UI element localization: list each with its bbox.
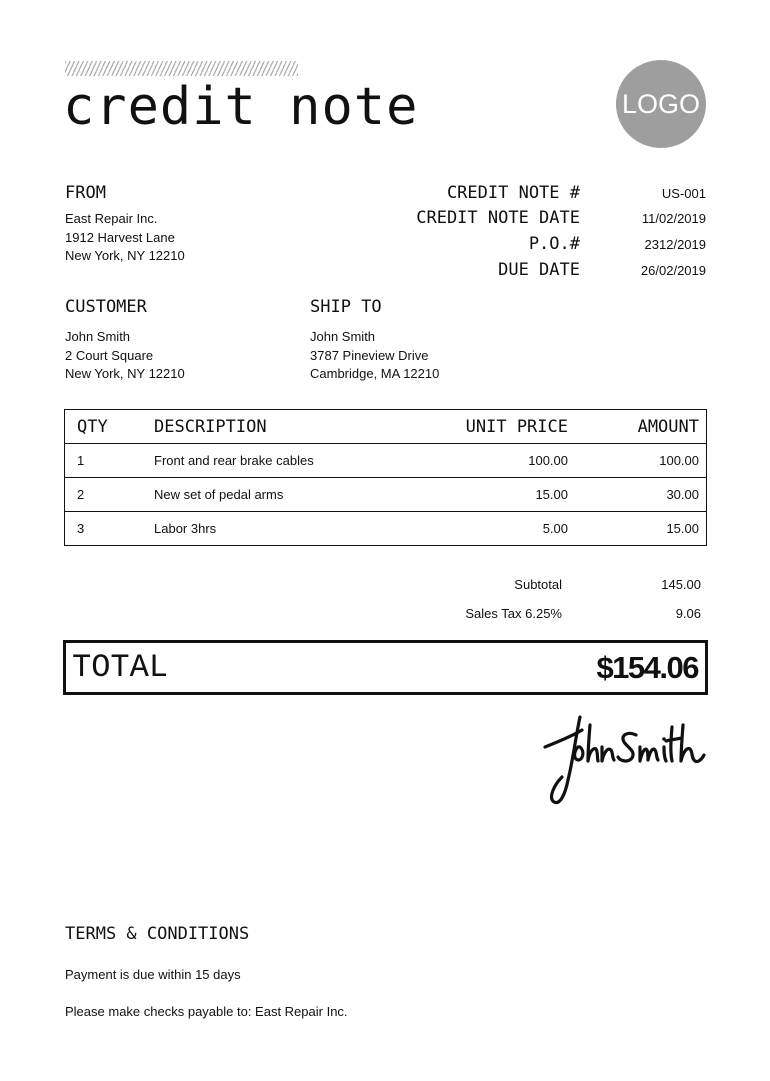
ship-to-line: John Smith	[310, 329, 376, 344]
decorative-hatch	[65, 61, 298, 76]
cell-qty: 3	[77, 521, 85, 536]
customer-heading: CUSTOMER	[65, 297, 147, 317]
table-row	[65, 444, 707, 478]
po-number-label: P.O.#	[528, 234, 580, 254]
credit-note-date-label: CREDIT NOTE DATE	[416, 208, 580, 228]
due-date-value: 26/02/2019	[640, 263, 706, 278]
cell-description: Labor 3hrs	[154, 521, 217, 536]
table-row	[65, 478, 707, 512]
cell-qty: 2	[65, 478, 155, 512]
cell-amount: 15.00	[666, 521, 699, 536]
due-date-label: DUE DATE	[498, 260, 580, 280]
from-heading: FROM	[65, 183, 106, 203]
cell-unit-price: 5.00	[542, 521, 568, 536]
document-title: credit note	[63, 77, 419, 137]
customer-address	[65, 328, 185, 384]
signature-image	[540, 705, 710, 810]
customer-line: 2 Court Square	[65, 347, 154, 363]
ship-to-line: Cambridge, MA 12210	[310, 366, 440, 381]
sales-tax-value: 9.06	[675, 606, 701, 621]
table-header-row	[65, 410, 707, 444]
table-row	[65, 512, 707, 546]
subtotal-value: 145.00	[661, 577, 701, 592]
cell-unit-price: 15.00	[418, 478, 568, 512]
subtotal-label: Subtotal	[514, 577, 562, 592]
customer-line: New York, NY 12210	[65, 366, 185, 381]
line-items-table	[64, 409, 707, 546]
cell-qty: 1	[65, 444, 155, 478]
customer-line: John Smith	[65, 329, 131, 344]
from-address	[65, 210, 185, 266]
total-value: $154.06	[596, 649, 698, 685]
ship-to-heading: SHIP TO	[310, 297, 382, 317]
terms-heading: TERMS & CONDITIONS	[65, 924, 250, 944]
credit-note-date-value: 11/02/2019	[641, 211, 706, 226]
logo-text: LOGO	[621, 88, 701, 119]
terms-line: Payment is due within 15 days	[65, 967, 241, 982]
ship-to-line: 3787 Pineview Drive	[310, 347, 429, 363]
credit-note-number-label: CREDIT NOTE #	[446, 183, 580, 203]
total-label: TOTAL	[72, 649, 169, 686]
cell-description: Front and rear brake cables	[154, 444, 418, 478]
credit-note-number-value: US-001	[661, 186, 706, 201]
cell-description: New set of pedal arms	[154, 478, 418, 512]
po-number-value: 2312/2019	[644, 237, 706, 252]
total-box	[63, 640, 708, 695]
column-header-description: DESCRIPTION	[154, 410, 418, 444]
cell-amount: 30.00	[568, 478, 707, 512]
cell-unit-price: 100.00	[418, 444, 568, 478]
sales-tax-label: Sales Tax 6.25%	[465, 606, 562, 621]
cell-amount: 100.00	[568, 444, 707, 478]
ship-to-address	[310, 328, 439, 384]
logo-placeholder	[616, 60, 706, 148]
from-line: 1912 Harvest Lane	[65, 229, 175, 245]
terms-line: Please make checks payable to: East Repair Inc.	[65, 1004, 348, 1019]
from-line: East Repair Inc.	[65, 211, 158, 226]
column-header-amount: AMOUNT	[568, 410, 707, 444]
column-header-unit-price: UNIT PRICE	[418, 410, 568, 444]
from-line: New York, NY 12210	[65, 248, 185, 263]
column-header-qty: QTY	[65, 410, 155, 444]
